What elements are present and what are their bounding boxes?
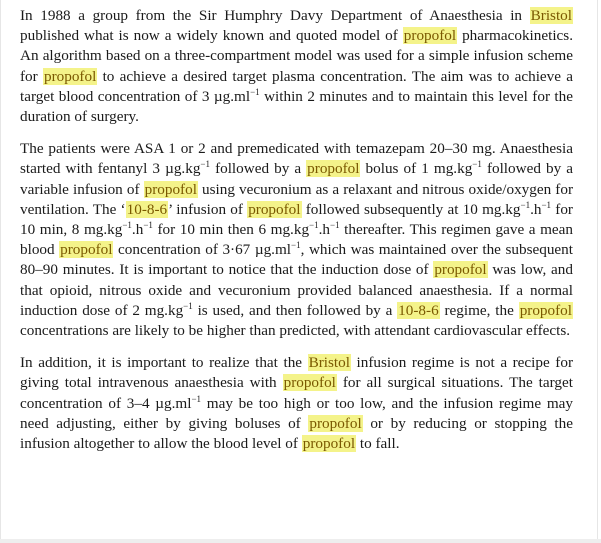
text-run: for all surgical situations. The target concentration of 3–4 µg.ml [20,374,573,412]
text-run: followed subsequently at 10 mg.kg [301,200,521,218]
superscript-exponent: −1 [330,220,340,231]
text-run: In 1988 a group from the Sir Humphry Davy Department of Anaesthesia in [20,7,530,24]
superscript-exponent: −1 [200,159,210,170]
highlighted-term: propofol [60,241,113,259]
text-run: regime, the [439,301,519,319]
text-run: may be too high or too low, and the infusion regime may need adjusting, either by giving boluses of [20,394,573,432]
text-run: bolus of 1 mg.kg [360,160,473,178]
superscript-exponent: −1 [472,159,482,170]
highlighted-term: 10-8-6 [126,200,168,218]
superscript-exponent: −1 [191,393,202,404]
text-run: .h [318,221,331,239]
highlighted-term: propofol [283,374,336,392]
text-run: .h [131,221,144,239]
superscript-exponent: −1 [250,86,260,97]
highlighted-term: propofol [248,200,301,218]
highlighted-term: propofol [434,261,487,279]
text-run: , which was maintained over the subsequent 80–90 minutes. It is important to notice that the induction dose of [20,241,573,279]
highlighted-term: propofol [309,414,362,432]
page-left-edge [0,0,1,543]
text-run: infusion regime is not a recipe for giving total intravenous anaesthesia with [20,354,574,392]
text-run: was low, and that opioid, nitrous oxide and vecuronium provided balanced anaesthesia. If a normal induction dose of 2 mg.kg [20,261,573,319]
text-run: or by reducing or stopping the infusion altogether to allow the blood level of [20,414,573,453]
superscript-exponent: −1 [143,220,153,231]
text-run: for 10 min then 6 mg.kg [152,221,310,239]
text-run: pharmacokinetics. An algorithm based on a three-compartment model was used for a simple infusion scheme for [20,27,573,85]
paragraph [20,139,573,341]
highlighted-term: propofol [519,301,572,319]
highlighted-term: Bristol [530,7,572,24]
highlighted-term: Bristol [308,354,350,372]
document-body [20,6,573,454]
text-run: followed by a variable infusion of [20,160,573,198]
highlighted-term: propofol [403,27,457,45]
paragraph [20,6,573,127]
text-run: followed by a [210,160,307,178]
paragraph [20,353,573,454]
page-bottom-edge [0,539,601,543]
text-run: using vecuronium as a relaxant and nitrous oxide/oxygen for ventilation. The ‘ [20,180,574,218]
superscript-exponent: −1 [541,199,552,210]
text-run: ’ infusion of [168,200,248,218]
text-run: is used, and then followed by a [192,301,398,319]
text-run: thereafter. This regimen gave a mean blood [20,221,573,259]
superscript-exponent: −1 [183,300,193,311]
text-run: for 10 min, 8 mg.kg [20,200,573,239]
text-run: The patients were ASA 1 or 2 and premedicated with temazepam 20–30 mg. Anaesthesia started with fentanyl 3 µg.kg [20,140,573,178]
highlighted-term: propofol [144,180,197,198]
superscript-exponent: −1 [309,220,319,231]
superscript-exponent: −1 [122,220,132,231]
text-run: to fall. [356,435,400,453]
text-run: concentration of 3·67 µg.ml [113,241,292,259]
text-run: published what is now a widely known and quoted model of [20,27,403,45]
text-run: concentrations are likely to be higher than predicted, with attendant cardiovascular effects. [20,322,571,340]
text-run: .h [530,200,542,218]
highlighted-term: propofol [43,67,97,85]
text-run: to achieve a desired target plasma concentration. The aim was to achieve a target blood concentration of 3 µg.ml [20,67,573,105]
text-run: In addition, it is important to realize that the [20,354,308,372]
page-right-edge [597,0,598,543]
highlighted-term: propofol [302,435,356,453]
superscript-exponent: −1 [520,199,531,210]
text-run: within 2 minutes and to maintain this level for the duration of surgery. [20,87,573,126]
highlighted-term: 10-8-6 [398,301,439,319]
highlighted-term: propofol [307,160,360,178]
superscript-exponent: −1 [291,240,301,251]
